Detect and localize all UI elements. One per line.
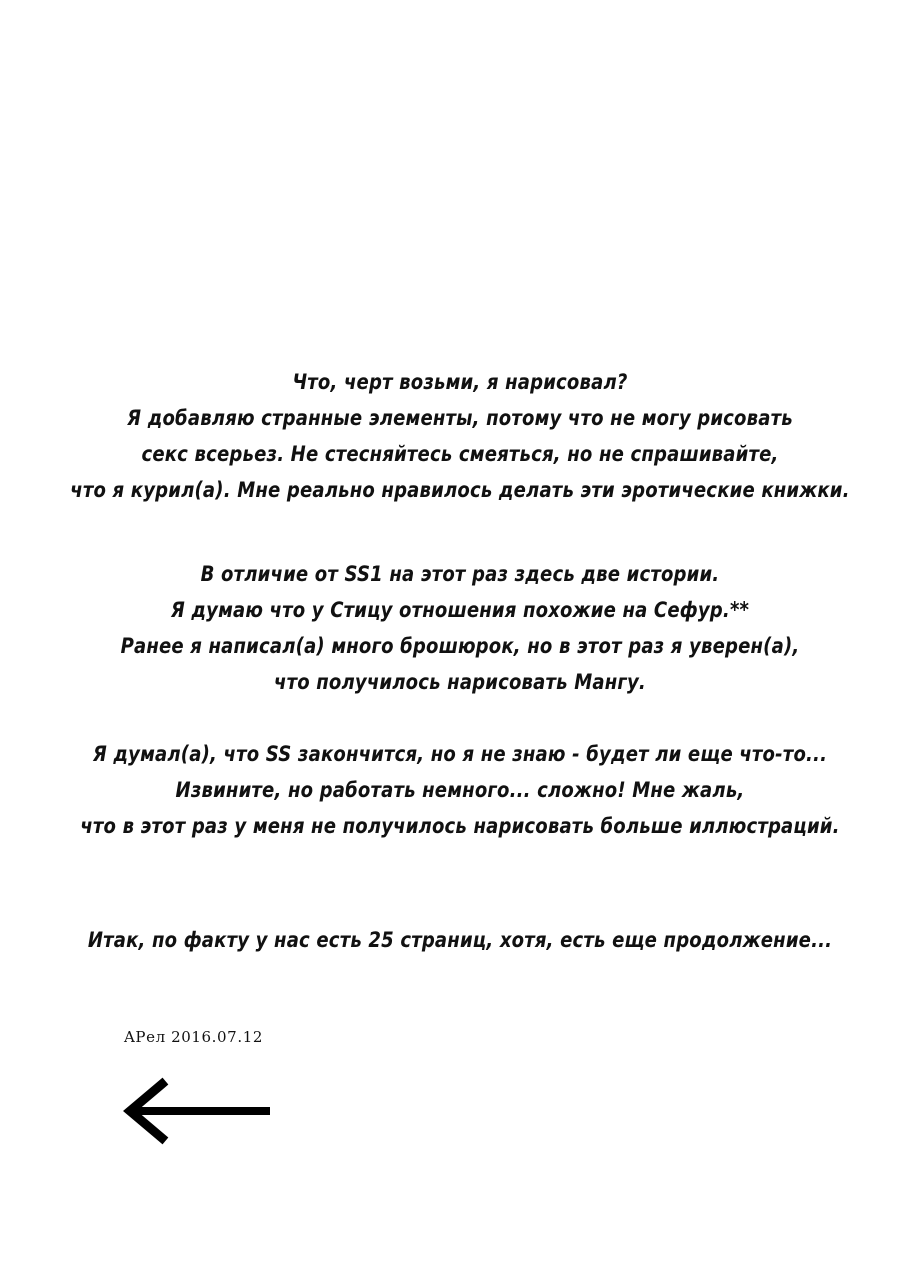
text-line: Извините, но работать немного... сложно! Мне жаль, [175, 778, 745, 802]
paragraph-1 [0, 364, 920, 508]
text-line: Итак, по факту у нас есть 25 страниц, хотя, есть еще продолжение... [87, 928, 833, 952]
paragraph-4 [0, 922, 920, 958]
paragraph-2 [0, 556, 920, 700]
arrow-left-icon [118, 1076, 274, 1146]
text-line: Ранее я написал(а) много брошюрок, но в этот раз я уверен(а), [120, 634, 800, 658]
text-line: что я курил(а). Мне реально нравилось делать эти эротические книжки. [70, 478, 850, 502]
text-line: Я думал(а), что SS закончится, но я не знаю - будет ли еще что-то... [92, 742, 828, 766]
text-line: что получилось нарисовать Мангу. [274, 670, 646, 694]
text-line: Я думаю что у Стицу отношения похожие на Сефур.** [170, 598, 750, 622]
text-line: Что, черт возьми, я нарисовал? [292, 370, 628, 394]
signature-date: APел 2016.07.12 [124, 1028, 263, 1046]
text-line: что в этот раз у меня не получилось нарисовать больше иллюстраций. [80, 814, 840, 838]
paragraph-3 [0, 736, 920, 844]
text-line: Я добавляю странные элементы, потому что не могу рисовать [127, 406, 793, 430]
text-line: В отличие от SS1 на этот раз здесь две истории. [200, 562, 720, 586]
text-line: секс всерьез. Не стесняйтесь смеяться, но не спрашивайте, [141, 442, 779, 466]
